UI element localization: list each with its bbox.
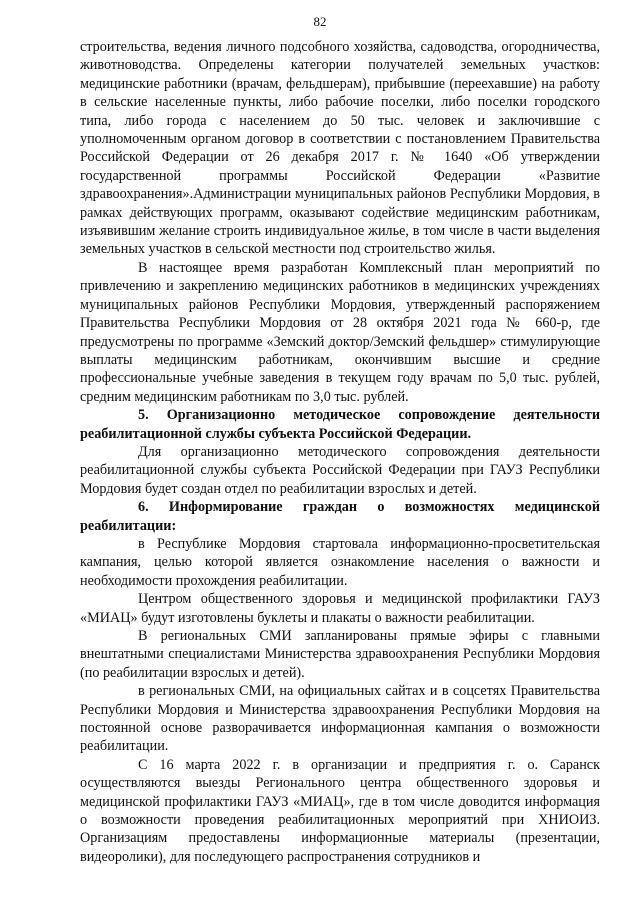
paragraph-methodological-support: Для организационно методического сопровождения деятельности реабилитационной службы субъекта Российской Федерации при ГАУЗ Республики Мордовия будет создан отдел по реабилитации взрослых и детей.: [80, 443, 600, 497]
section-heading-5: 5. Организационно методическое сопровождение деятельности реабилитационной службы субъекта Российской Федерации.: [80, 407, 600, 442]
paragraph-campaign: в Республике Мордовия стартовала информационно-просветительская кампания, целью которой является ознакомление населения о важности и необходимости прохождения реабилитации.: [80, 535, 600, 589]
document-body: [80, 38, 600, 866]
paragraph-field-visits: С 16 марта 2022 г. в организации и предприятия г. о. Саранск осуществляются выезды Регионального центра общественного здоровья и медицинской профилактики ГАУЗ «МИАЦ», где в том числе доводится информация о возможности проведения реабилитационных мероприятий при ХНИОИЗ. Организациям предоставлены информационные материалы (презентации, видеоролики), для последующего распространения сотрудников и: [80, 756, 600, 865]
paragraph-continuation: строительства, ведения личного подсобного хозяйства, садоводства, огородничества, животноводства. Определены категории получателей земельных участков: медицинские работники (врачам, фельдшерам), прибывшие (переехавшие) на работу в сельские населенные пункты, либо рабочие поселки, либо поселки городского типа, либо города с населением до 50 тыс. человек и заключившие с уполномоченным органом договор в соответствии с постановлением Правительства Российской Федерации от 26 декабря 2017 г. № 1640 «Об утверждении государственной программы Российской Федерации «Развитие здравоохранения».Администрации муниципальных районов Республики Мордовия, в рамках действующих программ, оказывают содействие медицинским работникам, изъявившим желание строить индивидуальное жилье, в том числе в части выделения земельных участков в сельской местности под строительство жилья.: [80, 39, 600, 258]
paragraph-social-media: в региональных СМИ, на официальных сайтах и в соцсетях Правительства Республики Мордовия и Министерства здравоохранения Республики Мордовия на постоянной основе разворачивается информационная кампания о возможности реабилитации.: [80, 683, 600, 755]
paragraph-booklets: Центром общественного здоровья и медицинской профилактики ГАУЗ «МИАЦ» будут изготовлены буклеты и плакаты о важности реабилитации.: [80, 591, 600, 626]
page-number: 82: [313, 14, 327, 29]
section-heading-6: 6. Информирование граждан о возможностях медицинской реабилитации:: [80, 499, 600, 534]
paragraph-comprehensive-plan: В настоящее время разработан Комплексный план мероприятий по привлечению и закреплению медицинских работников в медицинских учреждениях муниципальных районов Республики Мордовия, утвержденный распоряжением Правительства Республики Мордовия от 28 октября 2021 года № 660-р, где предусмотрены по программе «Земский доктор/Земский фельдшер» стимулирующие выплаты медицинским работникам, окончившим высшие и средние профессиональные учебные заведения в текущем году врачам по 5,0 тыс. рублей, средним медицинским работникам по 3,0 тыс. рублей.: [80, 259, 600, 405]
paragraph-broadcasts: В региональных СМИ запланированы прямые эфиры с главными внештатными специалистами Министерства здравоохранения Республики Мордовия (по реабилитации взрослых и детей).: [80, 628, 600, 681]
